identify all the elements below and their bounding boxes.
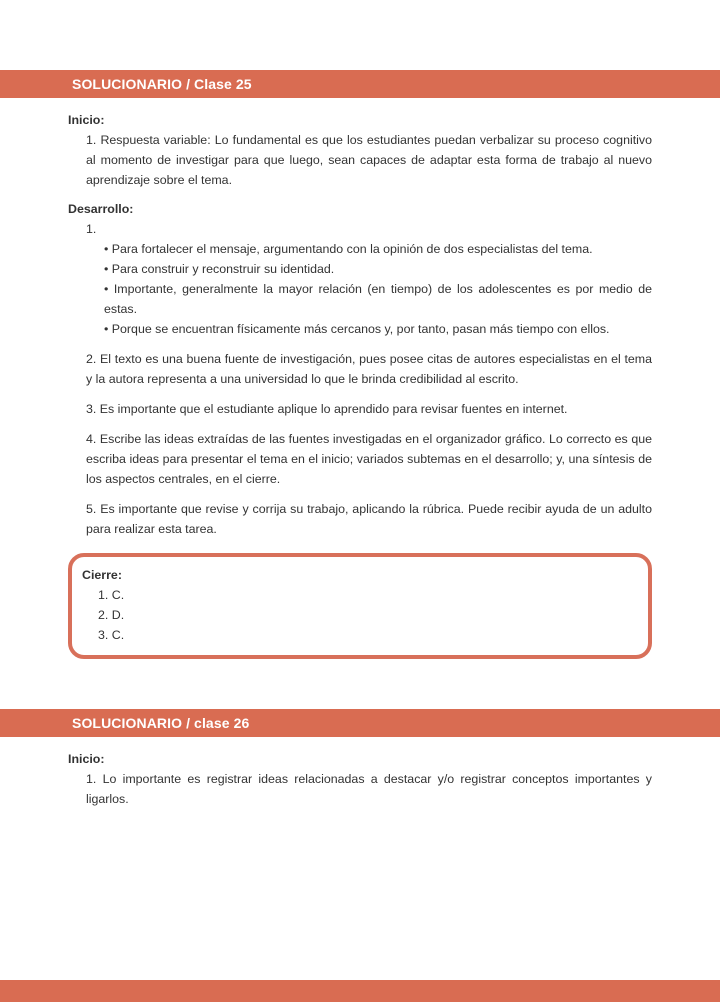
clase25-desarrollo-item-4: 4. Escribe las ideas extraídas de las fuentes investigadas en el organizador gráfico. Lo correcto es que escriba ideas para presentar el tema en el inicio; variados subtemas en el desarrollo; y, una síntesis de los aspectos centrales, en el cierre. — [86, 432, 652, 486]
cierre-box — [68, 553, 652, 659]
clase25-desarrollo-heading: Desarrollo: — [68, 202, 134, 216]
cierre-heading: Cierre: — [82, 568, 122, 582]
clase25-header-bar — [0, 70, 720, 98]
clase26-inicio-item-1: 1. Lo importante es registrar ideas relacionadas a destacar y/o registrar conceptos importantes y ligarlos. — [86, 772, 652, 806]
clase25-desarrollo-item-1-number: 1. — [86, 222, 97, 236]
bullet-item-3: • Importante, generalmente la mayor relación (en tiempo) de los adolescentes es por medio de estas. — [104, 282, 652, 316]
bullet-item-2: • Para construir y reconstruir su identidad. — [104, 262, 335, 276]
cierre-answer-3: 3. C. — [98, 628, 125, 642]
clase26-header-title: SOLUCIONARIO / clase 26 — [72, 715, 250, 731]
clase25-inicio-heading: Inicio: — [68, 113, 105, 127]
clase25-inicio-item-1: 1. Respuesta variable: Lo fundamental es que los estudiantes puedan verbalizar su proceso cognitivo al momento de investigar para que luego, sean capaces de adaptar esta forma de trabajo al nuevo aprendizaje sobre el tema. — [86, 133, 652, 187]
bullet-item-4: • Porque se encuentran físicamente más cercanos y, por tanto, pasan más tiempo con ellos. — [104, 322, 610, 336]
clase26-inicio-heading: Inicio: — [68, 752, 105, 766]
clase26-content — [68, 749, 652, 809]
clase25-desarrollo-item-2: 2. El texto es una buena fuente de investigación, pues posee citas de autores especialistas en el tema y la autora representa a una universidad lo que le brinda credibilidad al escrito. — [86, 352, 652, 386]
clase25-content — [68, 110, 652, 659]
clase25-header-title: SOLUCIONARIO / Clase 25 — [72, 76, 252, 92]
footer-bar — [0, 980, 720, 1002]
clase25-desarrollo-item-3: 3. Es importante que el estudiante aplique lo aprendido para revisar fuentes en internet. — [86, 402, 568, 416]
bullet-item-1: • Para fortalecer el mensaje, argumentando con la opinión de dos especialistas del tema. — [104, 242, 593, 256]
clase25-desarrollo-item-5: 5. Es importante que revise y corrija su trabajo, aplicando la rúbrica. Puede recibir ayuda de un adulto para realizar esta tarea. — [86, 502, 652, 536]
clase26-header-bar — [0, 709, 720, 737]
cierre-answer-2: 2. D. — [98, 608, 125, 622]
cierre-answer-1: 1. C. — [98, 588, 125, 602]
